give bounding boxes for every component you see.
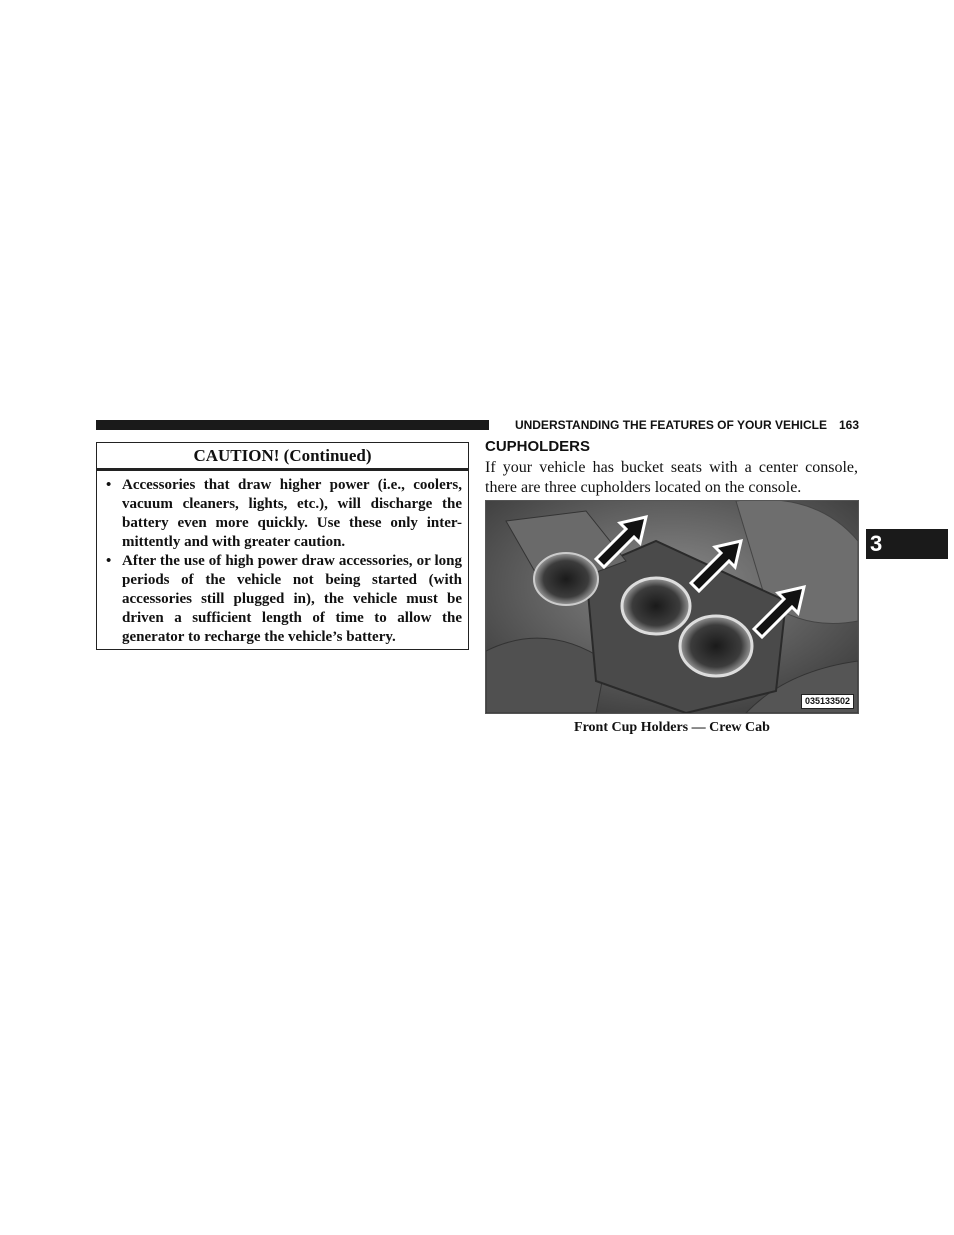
caution-list <box>97 471 468 647</box>
body-paragraph: If your vehicle has bucket seats with a center console, there are three cupholders located on the console. <box>485 459 858 496</box>
cupholder-illustration <box>486 501 858 713</box>
header-rule <box>96 420 489 430</box>
chapter-number: 3 <box>870 531 883 556</box>
caution-box <box>96 442 469 650</box>
caution-title: CAUTION! (Continued) <box>97 443 468 469</box>
running-header <box>497 416 859 434</box>
section-title: CUPHOLDERS <box>485 438 591 455</box>
page-number: 163 <box>838 418 859 432</box>
figure-code: 035133502 <box>801 694 854 709</box>
chapter-tab <box>866 529 948 559</box>
caution-item <box>104 476 462 552</box>
bullet-icon: • <box>106 477 112 493</box>
figure-caption: Front Cup Holders — Crew Cab <box>574 720 770 735</box>
caution-item-text: After the use of high power draw accessories, or long periods of the vehicle not being started (with accessories still plugged in), the vehicle must be driven a sufficient length of time to allow the generator to recharge the vehicle’s battery. <box>122 553 462 645</box>
caution-item <box>104 552 462 647</box>
bullet-icon: • <box>106 553 112 569</box>
header-section-title: UNDERSTANDING THE FEATURES OF YOUR VEHICLE <box>514 418 827 432</box>
cupholder-photo <box>485 500 859 714</box>
caution-item-text: Accessories that draw higher power (i.e., coolers, vacuum cleaners, lights, etc.), will discharge the battery even more quickly. Use these only inter-mittently and with greater caution. <box>122 477 462 550</box>
